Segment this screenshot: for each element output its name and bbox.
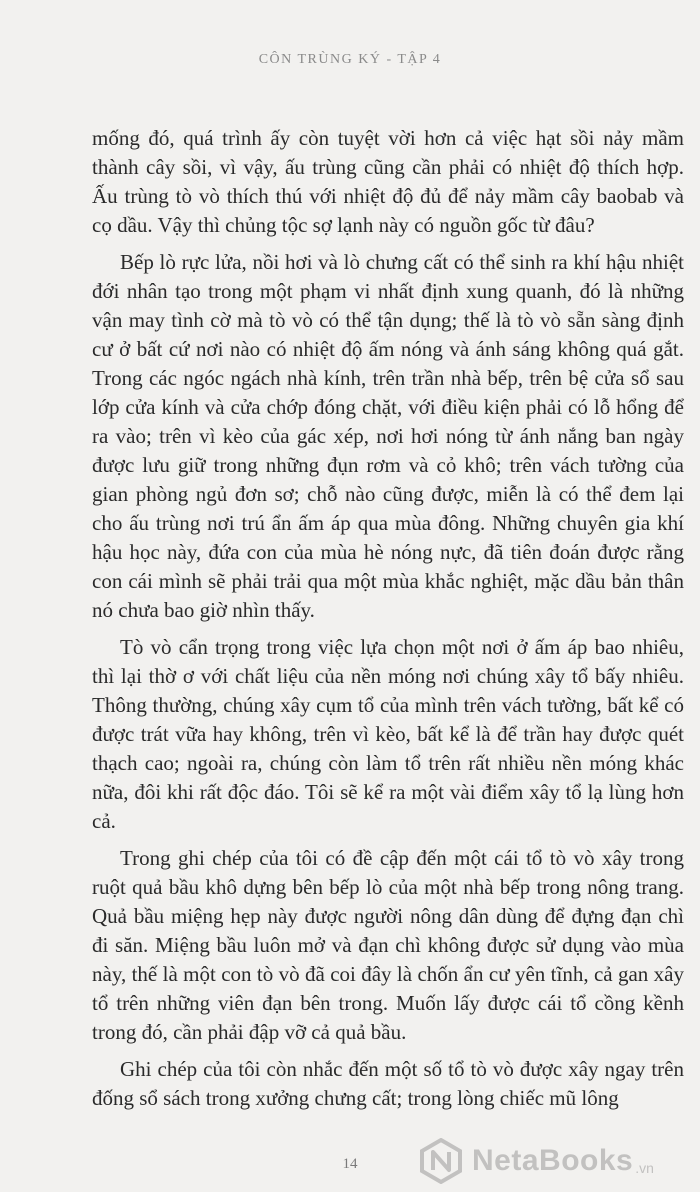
body-text xyxy=(92,124,684,1121)
watermark-suffix: .vn xyxy=(635,1160,654,1176)
running-title: CÔN TRÙNG KÝ - TẬP 4 xyxy=(258,52,442,67)
paragraph: Ghi chép của tôi còn nhắc đến một số tổ tò vò được xây ngay trên đống sổ sách trong xưởng chưng cất; trong lòng chiếc mũ lông xyxy=(92,1057,684,1110)
paragraph: Bếp lò rực lửa, nồi hơi và lò chưng cất có thể sinh ra khí hậu nhiệt đới nhân tạo trong một phạm vi nhất định xung quanh, đó là những vận may tình cờ mà tò vò có thể tận dụng; thế là tò vò sẵn sàng định cư ở bất cứ nơi nào có nhiệt độ ấm nóng và ánh sáng không quá gắt. Trong các ngóc ngách nhà kính, trên trần nhà bếp, trên bệ cửa sổ sau lớp cửa kính và cửa chớp đóng chặt, với điều kiện phải có lỗ hổng để ra vào; trên vì kèo của gác xép, nơi hơi nóng từ ánh nắng ban ngày được lưu giữ trong những đụn rơm và cỏ khô; trên vách tường của gian phòng ngủ đơn sơ; chỗ nào cũng được, miễn là có thể đem lại cho ấu trùng nơi trú ẩn ấm áp qua mùa đông. Những chuyên gia khí hậu học này, đứa con của mùa hè nóng nực, đã tiên đoán được rằng con cái mình sẽ phải trải qua một mùa khắc nghiệt, mặc dầu bản thân nó chưa bao giờ nhìn thấy. xyxy=(92,250,684,622)
paragraph: Trong ghi chép của tôi có đề cập đến một cái tổ tò vò xây trong ruột quả bầu khô dựng bên bếp lò của một nhà bếp trong nông trang. Quả bầu miệng hẹp này được người nông dân dùng để đựng đạn chì đi săn. Miệng bầu luôn mở và đạn chì không được sử dụng vào mùa này, thế là một con tò vò đã coi đây là chốn ẩn cư yên tĩnh, cả gan xây tổ trên những viên đạn bên trong. Muốn lấy được cái tổ cồng kềnh trong đó, cần phải đập vỡ cả quả bầu. xyxy=(92,846,684,1044)
page-number: 14 xyxy=(342,1156,358,1172)
watermark xyxy=(418,1132,700,1190)
watermark-brand: NetaBooks xyxy=(472,1144,634,1177)
paragraph: Tò vò cẩn trọng trong việc lựa chọn một nơi ở ấm áp bao nhiêu, thì lại thờ ơ với chất liệu của nền móng nơi chúng xây tổ bấy nhiêu. Thông thường, chúng xây cụm tổ của mình trên vách tường, bất kể có được trát vữa hay không, trên vì kèo, bất kể là để trần hay được quét thạch cao; ngoài ra, chúng còn làm tổ trên rất nhiều nền móng khác nữa, đôi khi rất độc đáo. Tôi sẽ kể ra một vài điểm xây tổ lạ lùng hơn cả. xyxy=(92,635,684,833)
paragraph: mống đó, quá trình ấy còn tuyệt vời hơn cả việc hạt sồi nảy mầm thành cây sồi, vì vậy, ấu trùng cũng cần phải có nhiệt độ thích hợp. Ấu trùng tò vò thích thú với nhiệt độ đủ để nảy mầm cây baobab và cọ dầu. Vậy thì chủng tộc sợ lạnh này có nguồn gốc từ đâu? xyxy=(92,126,684,237)
netabooks-logo-icon xyxy=(418,1138,464,1184)
